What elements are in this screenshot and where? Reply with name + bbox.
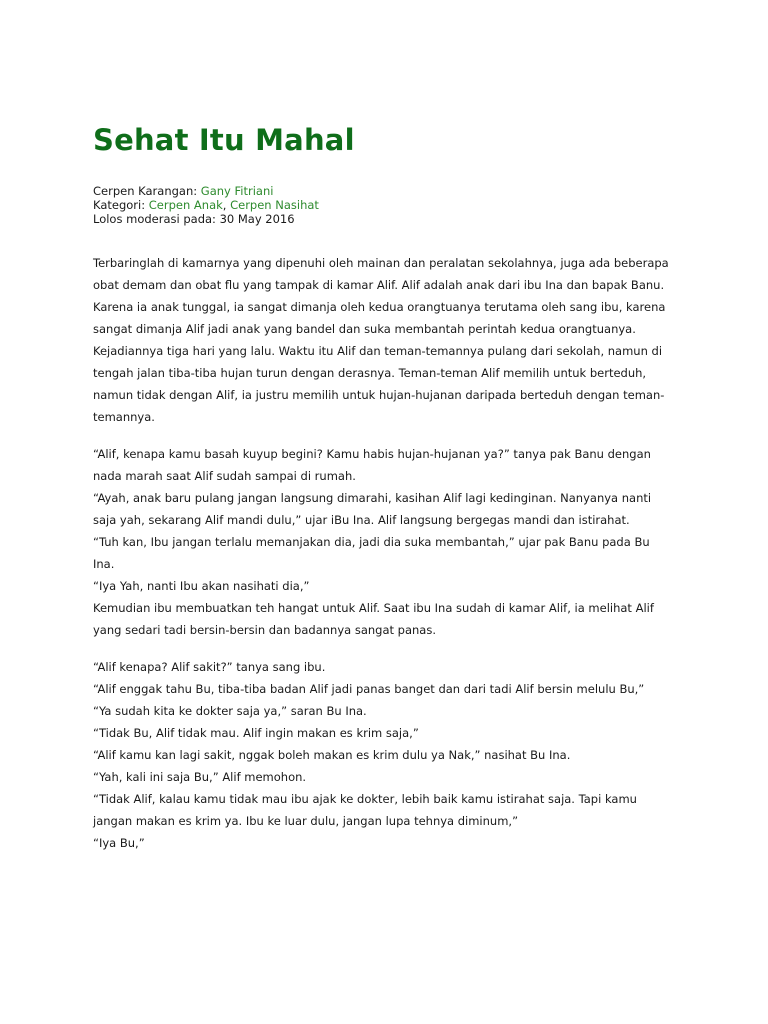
category-link-cerpen-anak[interactable]: Cerpen Anak bbox=[148, 198, 223, 212]
paragraph: “Alif kamu kan lagi sakit, nggak boleh makan es krim dulu ya Nak,” nasihat Bu Ina. bbox=[93, 748, 571, 762]
article-meta bbox=[93, 184, 673, 226]
moderation-date: Lolos moderasi pada: 30 May 2016 bbox=[93, 212, 295, 226]
article-body bbox=[93, 252, 673, 854]
paragraph-gap bbox=[93, 641, 673, 656]
article-title: Sehat Itu Mahal bbox=[93, 123, 355, 157]
paragraph: “Tidak Alif, kalau kamu tidak mau ibu ajak ke dokter, lebih baik kamu istirahat saja. Tapi kamu jangan makan es krim ya. Ibu ke luar dulu, jangan lupa tehnya diminum,” bbox=[93, 792, 637, 828]
paragraph: Terbaringlah di kamarnya yang dipenuhi oleh mainan dan peralatan sekolahnya, juga ada beberapa obat demam dan obat flu yang tampak di kamar Alif. Alif adalah anak dari ibu Ina dan bapak Banu. Karena ia anak tunggal, ia sangat dimanja oleh kedua orangtuanya terutama oleh sang ibu, karena sangat dimanja Alif jadi anak yang bandel dan suka membantah perintah kedua orangtuanya. Kejadiannya tiga hari yang lalu. Waktu itu Alif dan teman-temannya pulang dari sekolah, namun di tengah jalan tiba-tiba hujan turun dengan derasnya. Teman-teman Alif memilih untuk berteduh, namun tidak dengan Alif, ia justru memilih untuk hujan-hujanan daripada berteduh dengan teman-temannya. bbox=[93, 256, 669, 424]
paragraph: Kemudian ibu membuatkan teh hangat untuk Alif. Saat ibu Ina sudah di kamar Alif, ia melihat Alif yang sedari tadi bersin-bersin dan badannya sangat panas. bbox=[93, 601, 654, 637]
paragraph: “Alif, kenapa kamu basah kuyup begini? Kamu habis hujan-hujanan ya?” tanya pak Banu dengan nada marah saat Alif sudah sampai di rumah. bbox=[93, 447, 651, 483]
author-label: Cerpen Karangan: bbox=[93, 184, 201, 198]
category-link-cerpen-nasihat[interactable]: Cerpen Nasihat bbox=[230, 198, 319, 212]
paragraph: “Iya Bu,” bbox=[93, 836, 145, 850]
paragraph-gap bbox=[93, 428, 673, 443]
paragraph: “Yah, kali ini saja Bu,” Alif memohon. bbox=[93, 770, 307, 784]
paragraph: “Alif kenapa? Alif sakit?” tanya sang ibu. bbox=[93, 660, 326, 674]
author-line bbox=[93, 184, 673, 198]
category-line bbox=[93, 198, 673, 212]
author-link[interactable]: Gany Fitriani bbox=[200, 184, 274, 198]
paragraph: “Ayah, anak baru pulang jangan langsung dimarahi, kasihan Alif lagi kedinginan. Nanyanya nanti saja yah, sekarang Alif mandi dulu,” ujar iBu Ina. Alif langsung bergegas mandi dan istirahat. bbox=[93, 491, 652, 527]
paragraph: “Alif enggak tahu Bu, tiba-tiba badan Alif jadi panas banget dan dari tadi Alif bersin melulu Bu,” bbox=[93, 682, 645, 696]
paragraph: “Tuh kan, Ibu jangan terlalu memanjakan dia, jadi dia suka membantah,” ujar pak Banu pada Bu Ina. bbox=[93, 535, 650, 571]
category-separator: , bbox=[222, 198, 231, 212]
paragraph: “Tidak Bu, Alif tidak mau. Alif ingin makan es krim saja,” bbox=[93, 726, 419, 740]
category-label: Kategori: bbox=[93, 198, 149, 212]
paragraph: “Ya sudah kita ke dokter saja ya,” saran Bu Ina. bbox=[93, 704, 367, 718]
paragraph: “Iya Yah, nanti Ibu akan nasihati dia,” bbox=[93, 579, 310, 593]
article bbox=[93, 120, 673, 854]
